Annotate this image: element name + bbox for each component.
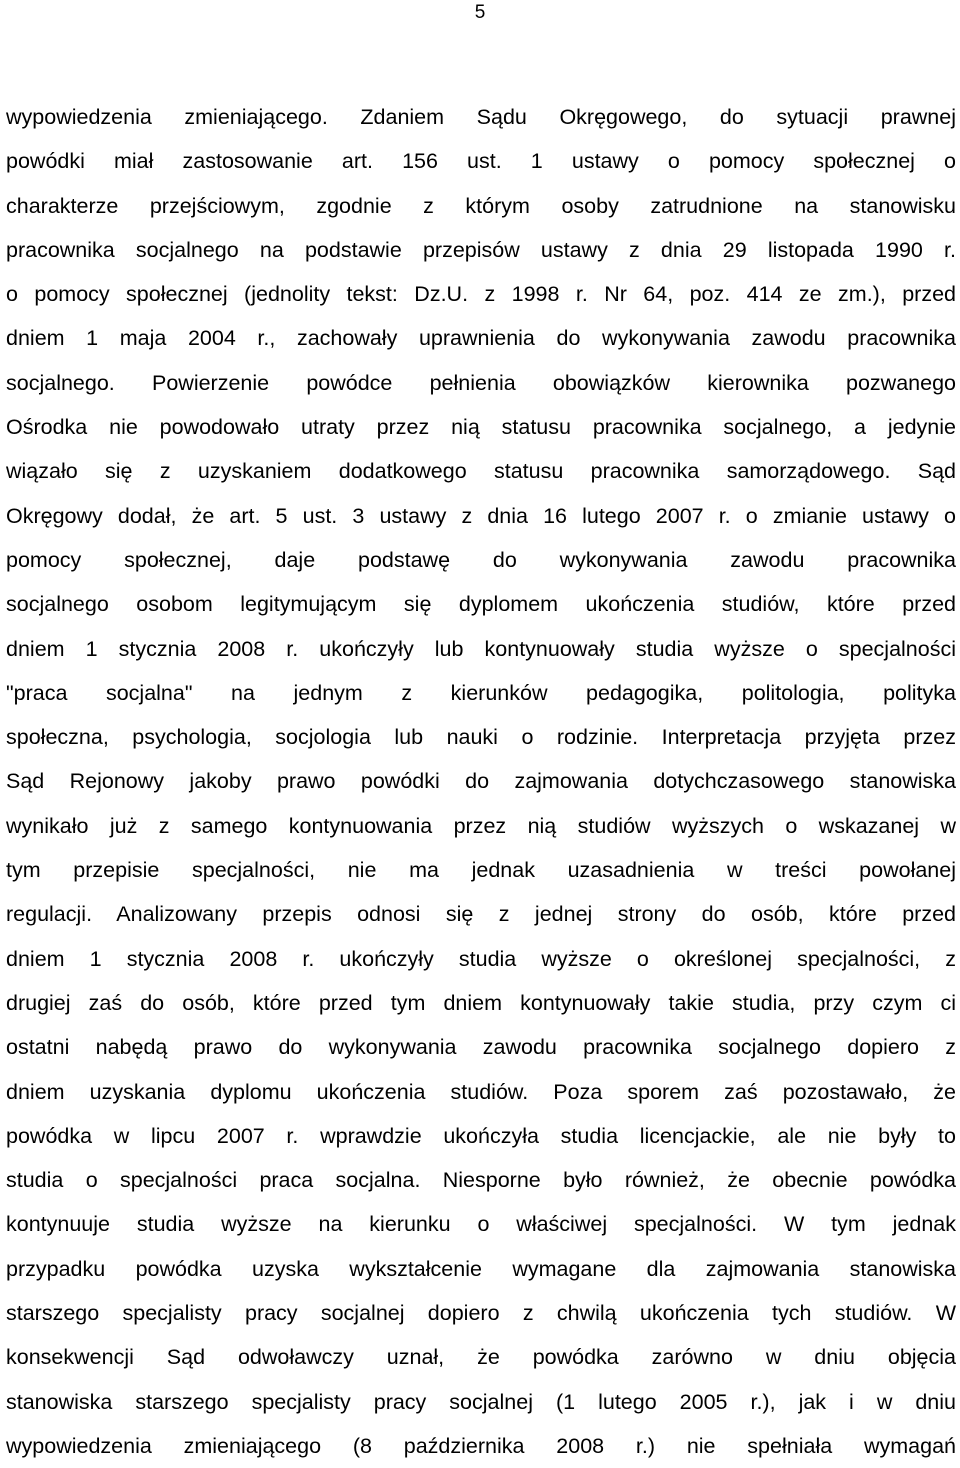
text-line: pracownika socjalnego na podstawie przepisów ustawy z dnia 29 listopada 1990 r. [6,237,956,262]
text-line: Okręgowy dodał, że art. 5 ust. 3 ustawy z dnia 16 lutego 2007 r. o zmianie ustawy o [6,503,956,528]
text-line: stanowiska starszego specjalisty pracy socjalnej (1 lutego 2005 r.), jak i w dniu [6,1389,956,1414]
text-line: dniem 1 stycznia 2008 r. ukończyły lub kontynuowały studia wyższe o specjalności [6,636,956,661]
text-line: przypadku powódka uzyska wykształcenie wymagane dla zajmowania stanowiska [6,1256,956,1281]
page-number: 5 [474,2,486,23]
text-line: społeczna, psychologia, socjologia lub nauki o rodzinie. Interpretacja przyjęta przez [6,725,956,750]
text-line: dniem 1 maja 2004 r., zachowały uprawnienia do wykonywania zawodu pracownika [6,326,956,351]
text-line: tym przepisie specjalności, nie ma jednak uzasadnienia w treści powołanej [6,858,956,883]
text-line: konsekwencji Sąd odwoławczy uznał, że powódka zarówno w dniu objęcia [6,1345,956,1370]
text-line: charakterze przejściowym, zgodnie z którym osoby zatrudnione na stanowisku [6,193,956,218]
body-paragraph [6,95,956,1468]
text-line: "praca socjalna" na jednym z kierunków pedagogika, politologia, polityka [6,680,956,705]
text-line: wypowiedzenia zmieniającego (8 października 2008 r.) nie spełniała wymagań [6,1433,956,1458]
text-line: starszego specjalisty pracy socjalnej dopiero z chwilą ukończenia tych studiów. W [6,1301,956,1326]
text-line: kontynuuje studia wyższe na kierunku o właściwej specjalności. W tym jednak [6,1212,956,1237]
text-line: wynikało już z samego kontynuowania przez nią studiów wyższych o wskazanej w [6,813,956,838]
text-line: regulacji. Analizowany przepis odnosi się z jednej strony do osób, które przed [6,902,956,927]
text-line: Ośrodka nie powodowało utraty przez nią statusu pracownika socjalnego, a jedynie [6,415,956,440]
text-line: powódki miał zastosowanie art. 156 ust. 1 ustawy o pomocy społecznej o [6,149,956,174]
text-line: o pomocy społecznej (jednolity tekst: Dz.U. z 1998 r. Nr 64, poz. 414 ze zm.), przed [6,282,956,307]
text-line: wiązało się z uzyskaniem dodatkowego statusu pracownika samorządowego. Sąd [6,459,956,484]
text-line: studia o specjalności praca socjalna. Niesporne było również, że obecnie powódka [6,1168,956,1193]
text-line: socjalnego. Powierzenie powódce pełnienia obowiązków kierownika pozwanego [6,370,956,395]
text-line: pomocy społecznej, daje podstawę do wykonywania zawodu pracownika [6,547,956,572]
text-line: socjalnego osobom legitymującym się dyplomem ukończenia studiów, które przed [6,592,956,617]
text-line: ostatni nabędą prawo do wykonywania zawodu pracownika socjalnego dopiero z [6,1035,956,1060]
text-line: powódka w lipcu 2007 r. wprawdzie ukończyła studia licencjackie, ale nie były to [6,1123,956,1148]
text-line: wypowiedzenia zmieniającego. Zdaniem Sądu Okręgowego, do sytuacji prawnej [6,105,956,129]
text-line: Sąd Rejonowy jakoby prawo powódki do zajmowania dotychczasowego stanowiska [6,769,956,794]
text-line: dniem 1 stycznia 2008 r. ukończyły studia wyższe o określonej specjalności, z [6,946,956,971]
text-line: dniem uzyskania dyplomu ukończenia studiów. Poza sporem zaś pozostawało, że [6,1079,956,1104]
text-line: drugiej zaś do osób, które przed tym dniem kontynuowały takie studia, przy czym ci [6,990,956,1015]
